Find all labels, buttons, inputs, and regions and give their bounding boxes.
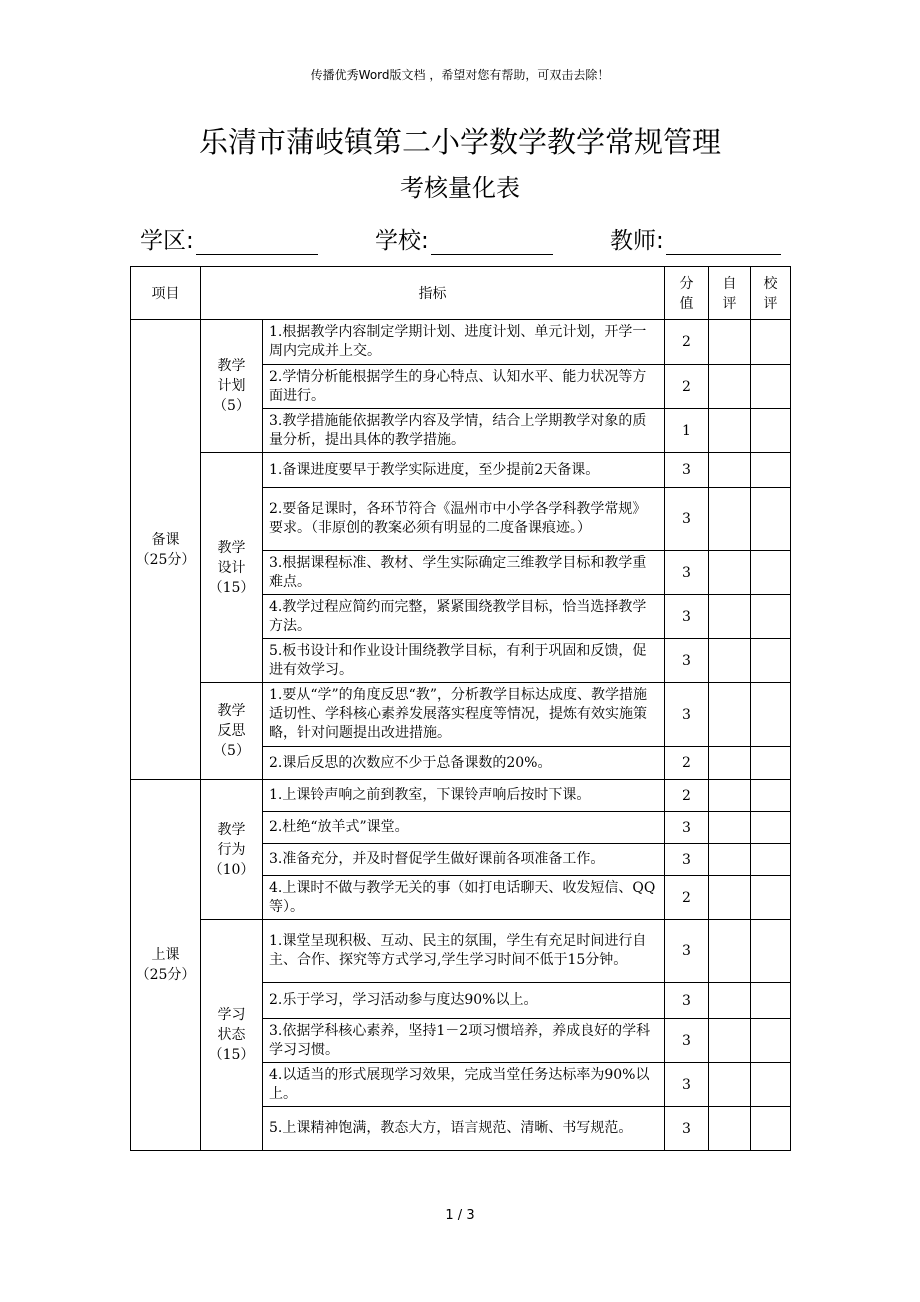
- header-project: 项目: [131, 267, 201, 320]
- subcategory-cell: [201, 780, 263, 920]
- indicator-text: 2.学情分析能根据学生的身心特点、认知水平、能力状况等方面进行。: [263, 365, 665, 409]
- indicator-text: 4.教学过程应简约而完整，紧紧围绕教学目标，恰当选择教学方法。: [263, 595, 665, 639]
- score-value: 3: [665, 1107, 709, 1151]
- self-eval-cell[interactable]: [709, 595, 751, 639]
- indicator-text: 1.备课进度要早于教学实际进度，至少提前2天备课。: [263, 453, 665, 488]
- score-value: 3: [665, 1019, 709, 1063]
- subcategory-line2: 状态: [217, 1027, 246, 1043]
- school-field[interactable]: [375, 222, 553, 255]
- table-row: [131, 453, 791, 488]
- page-subtitle: 考核量化表: [400, 174, 520, 202]
- school-eval-cell[interactable]: [751, 812, 791, 844]
- score-value: 3: [665, 551, 709, 595]
- subcategory-line2: 行为: [217, 841, 246, 858]
- school-eval-cell[interactable]: [751, 1107, 791, 1151]
- category-points: （25分）: [135, 551, 196, 568]
- self-eval-cell[interactable]: [709, 409, 751, 453]
- school-eval-cell[interactable]: [751, 780, 791, 812]
- table-row: [131, 320, 791, 365]
- self-eval-cell[interactable]: [709, 453, 751, 488]
- score-value: 3: [665, 683, 709, 747]
- category-cell: [131, 320, 201, 780]
- page-number: 1 / 3: [445, 1208, 475, 1223]
- self-eval-cell[interactable]: [709, 812, 751, 844]
- subcategory-line1: 教学: [217, 821, 246, 838]
- header-indicator: 指标: [201, 267, 665, 320]
- school-eval-cell[interactable]: [751, 1019, 791, 1063]
- indicator-text: 2.杜绝“放羊式”课堂。: [263, 812, 665, 844]
- school-eval-cell[interactable]: [751, 747, 791, 780]
- self-eval-cell[interactable]: [709, 1019, 751, 1063]
- self-eval-cell[interactable]: [709, 365, 751, 409]
- self-eval-cell[interactable]: [709, 320, 751, 365]
- indicator-text: 5.上课精神饱满，教态大方，语言规范、清晰、书写规范。: [263, 1107, 665, 1151]
- subcategory-line1: 教学: [217, 703, 246, 719]
- subcategory-cell: [201, 320, 263, 453]
- table-body: [131, 320, 791, 1151]
- school-eval-cell[interactable]: [751, 320, 791, 365]
- indicator-text: 3.根据课程标准、教材、学生实际确定三维教学目标和教学重难点。: [263, 551, 665, 595]
- subcategory-line2: 设计: [217, 559, 246, 576]
- category-name: 上课: [151, 947, 180, 963]
- subcategory-line2: 计划: [217, 378, 246, 394]
- subcategory-points: （15）: [208, 1047, 255, 1063]
- header-score-line1: 分: [679, 276, 694, 292]
- header-score-line2: 值: [679, 296, 694, 312]
- score-value: 1: [665, 409, 709, 453]
- header-school-eval: [751, 267, 791, 320]
- district-blank[interactable]: [196, 228, 318, 255]
- score-value: 3: [665, 844, 709, 876]
- subcategory-line1: 教学: [217, 539, 246, 556]
- indicator-text: 2.乐于学习，学习活动参与度达90%以上。: [263, 983, 665, 1019]
- score-value: 3: [665, 920, 709, 983]
- indicator-text: 3.准备充分，并及时督促学生做好课前各项准备工作。: [263, 844, 665, 876]
- score-value: 3: [665, 595, 709, 639]
- subcategory-points: （15）: [208, 579, 255, 596]
- district-label: 学区:: [140, 228, 194, 254]
- header-self-eval: [709, 267, 751, 320]
- school-blank[interactable]: [431, 228, 553, 255]
- indicator-text: 2.要备足课时，各环节符合《温州市中小学各学科教学常规》要求。（非原创的教案必须有明显的二度备课痕迹。）: [263, 488, 665, 551]
- school-eval-cell[interactable]: [751, 876, 791, 920]
- score-value: 3: [665, 453, 709, 488]
- page-title: 乐清市蒲岐镇第二小学数学教学常规管理: [198, 125, 721, 159]
- category-name: 备课: [151, 531, 180, 548]
- subcategory-points: （5）: [213, 743, 250, 759]
- indicator-text: 1.根据教学内容制定学期计划、进度计划、单元计划，开学一周内完成并上交。: [263, 320, 665, 365]
- school-eval-cell[interactable]: [751, 844, 791, 876]
- school-eval-cell[interactable]: [751, 920, 791, 983]
- self-eval-cell[interactable]: [709, 551, 751, 595]
- category-cell: [131, 780, 201, 1151]
- self-eval-cell[interactable]: [709, 844, 751, 876]
- subcategory-line1: 学习: [217, 1007, 246, 1023]
- indicator-text: 3.教学措施能依据教学内容及学情，结合上学期教学对象的质量分析，提出具体的教学措施。: [263, 409, 665, 453]
- school-eval-cell[interactable]: [751, 1063, 791, 1107]
- info-fields: [140, 222, 790, 258]
- self-eval-cell[interactable]: [709, 488, 751, 551]
- self-eval-cell[interactable]: [709, 1107, 751, 1151]
- school-eval-cell[interactable]: [751, 551, 791, 595]
- indicator-text: 5.板书设计和作业设计围绕教学目标，有利于巩固和反馈，促进有效学习。: [263, 639, 665, 683]
- self-eval-cell[interactable]: [709, 983, 751, 1019]
- category-points: （25分）: [135, 967, 196, 983]
- score-value: 3: [665, 639, 709, 683]
- school-label: 学校:: [375, 228, 429, 254]
- self-eval-cell[interactable]: [709, 920, 751, 983]
- table-row: [131, 683, 791, 747]
- header-score: [665, 267, 709, 320]
- self-eval-cell[interactable]: [709, 876, 751, 920]
- indicator-text: 1.课堂呈现积极、互动、民主的氛围，学生有充足时间进行自主、合作、探究等方式学习,学生学习时间不低于15分钟。: [263, 920, 665, 983]
- subcategory-cell: [201, 920, 263, 1151]
- score-value: 2: [665, 780, 709, 812]
- header-self-line1: 自: [722, 276, 737, 292]
- header-school-line1: 校: [763, 276, 778, 292]
- score-value: 3: [665, 488, 709, 551]
- self-eval-cell[interactable]: [709, 747, 751, 780]
- district-field[interactable]: [140, 222, 318, 255]
- teacher-field[interactable]: [610, 222, 781, 255]
- self-eval-cell[interactable]: [709, 639, 751, 683]
- indicator-text: 4.上课时不做与教学无关的事（如打电话聊天、收发短信、QQ等）。: [263, 876, 665, 920]
- self-eval-cell[interactable]: [709, 780, 751, 812]
- table-header-row: [131, 267, 791, 320]
- school-eval-cell[interactable]: [751, 983, 791, 1019]
- score-value: 2: [665, 320, 709, 365]
- score-value: 2: [665, 747, 709, 780]
- subcategory-cell: [201, 683, 263, 780]
- school-eval-cell[interactable]: [751, 409, 791, 453]
- subcategory-line1: 教学: [217, 358, 246, 374]
- school-eval-cell[interactable]: [751, 595, 791, 639]
- assessment-table: [130, 266, 791, 1151]
- header-school-line2: 评: [763, 296, 778, 312]
- teacher-blank[interactable]: [666, 228, 781, 255]
- indicator-text: 4.以适当的形式展现学习效果，完成当堂任务达标率为90%以上。: [263, 1063, 665, 1107]
- subcategory-line2: 反思: [217, 723, 246, 739]
- school-eval-cell[interactable]: [751, 365, 791, 409]
- indicator-text: 2.课后反思的次数应不少于总备课数的20%。: [263, 747, 665, 780]
- subcategory-points: （10）: [208, 861, 255, 878]
- school-eval-cell[interactable]: [751, 453, 791, 488]
- score-value: 3: [665, 983, 709, 1019]
- score-value: 2: [665, 365, 709, 409]
- indicator-text: 3.依据学科核心素养，坚持1－2项习惯培养，养成良好的学科学习习惯。: [263, 1019, 665, 1063]
- indicator-text: 1.要从“学”的角度反思“教”，分析教学目标达成度、教学措施适切性、学科核心素养发展落实程度等情况，提炼有效实施策略，针对问题提出改进措施。: [263, 683, 665, 747]
- self-eval-cell[interactable]: [709, 1063, 751, 1107]
- score-value: 3: [665, 812, 709, 844]
- school-eval-cell[interactable]: [751, 488, 791, 551]
- self-eval-cell[interactable]: [709, 683, 751, 747]
- score-value: 3: [665, 1063, 709, 1107]
- subcategory-points: （5）: [213, 398, 250, 414]
- school-eval-cell[interactable]: [751, 683, 791, 747]
- table-row: [131, 920, 791, 983]
- subcategory-cell: [201, 453, 263, 683]
- header-self-line2: 评: [722, 296, 737, 312]
- header-note: 传播优秀Word版文档 ，希望对您有帮助，可双击去除！: [310, 68, 610, 82]
- table-row: [131, 780, 791, 812]
- score-value: 2: [665, 876, 709, 920]
- school-eval-cell[interactable]: [751, 639, 791, 683]
- indicator-text: 1.上课铃声响之前到教室，下课铃声响后按时下课。: [263, 780, 665, 812]
- teacher-label: 教师:: [610, 228, 664, 254]
